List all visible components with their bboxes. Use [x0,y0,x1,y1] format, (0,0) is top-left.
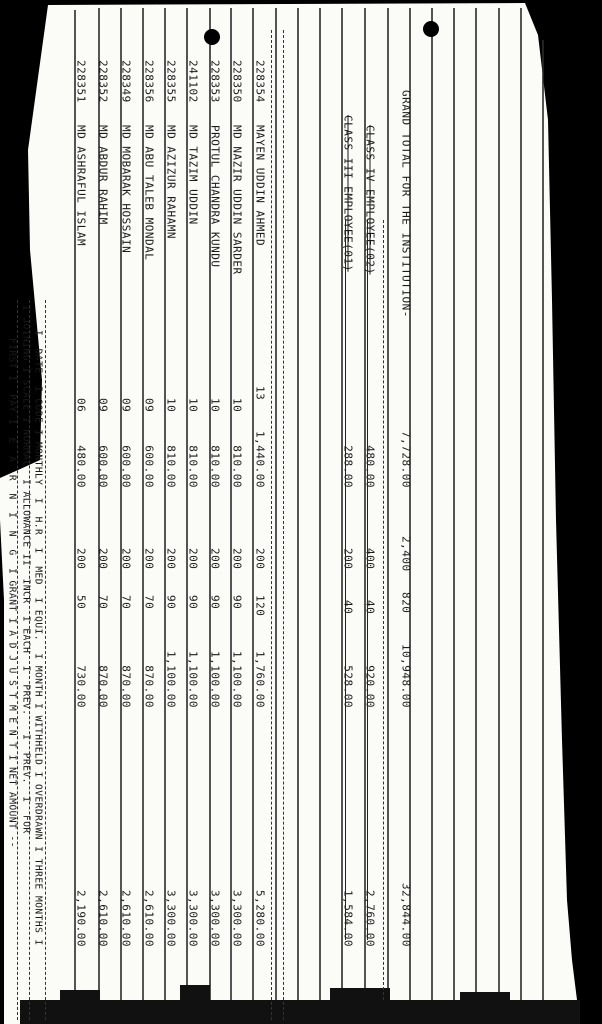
medical: 50 [74,595,88,610]
net-amount: 3,300.00 [164,890,178,947]
pay-scale: 13 [253,386,267,401]
class-4-label: CLASS IV EMPLOYEE(02) [363,125,377,275]
monthly-pay: 600.00 [142,445,156,488]
class-3-grant: 528.00 [341,665,355,708]
total-rule [383,220,384,1000]
net-amount: 2,610.00 [142,890,156,947]
grant-each-month: 1,100.00 [164,651,178,708]
employee-name: MD ABDUR RAHIM [96,125,110,225]
grand-total-med: 820 [399,592,413,614]
class-3-net: 1,584.00 [341,890,355,947]
pay-scale: 06 [74,398,88,413]
employee-code: 228349 [119,60,133,103]
net-amount: 5,280.00 [253,890,267,947]
grand-total-net: 32,844.00 [399,882,413,947]
employee-code: 228354 [253,60,267,103]
grant-each-month: 1,100.00 [208,651,222,708]
house-rent: 200 [142,548,156,570]
monthly-pay: 480.00 [74,445,88,488]
employee-name: MD AZIZUR RAHAMN [164,125,178,239]
employee-code: 228353 [208,60,222,103]
monthly-pay: 810.00 [186,445,200,488]
medical: 70 [96,595,110,610]
class-4-net: 2,760.00 [363,890,377,947]
class-3-med: 40 [341,600,355,615]
pay-scale: 10 [208,398,222,413]
medical: 90 [230,595,244,610]
class-3-pay: 288.00 [341,445,355,488]
medical: 90 [186,595,200,610]
header-rule [17,300,18,1020]
header-line-3: I DATE I CODE I MONTHLY I H.R I MED I EQUI. I MONTH I WITHHELD I OVERDRAWN I THREE MONTHS I [32,330,44,946]
monthly-pay: 1,440.00 [253,431,267,488]
class-4-hr: 400 [363,548,377,570]
pay-scale: 10 [230,398,244,413]
employee-code: 228350 [230,60,244,103]
class-3-hr: 200 [341,548,355,570]
house-rent: 200 [186,548,200,570]
employee-code: 228356 [142,60,156,103]
medical: 120 [253,595,267,617]
header-rule [29,300,30,1020]
net-amount: 2,190.00 [74,890,88,947]
house-rent: 200 [96,548,110,570]
house-rent: 200 [253,548,267,570]
class-4-grant: 920.00 [363,665,377,708]
medical: 90 [208,595,222,610]
employee-name: MD MOBARAK HOSSAIN [119,125,133,254]
net-amount: 3,300.00 [230,890,244,947]
employee-name: MD ASHRAFUL ISLAM [74,125,88,247]
monthly-pay: 810.00 [208,445,222,488]
grant-each-month: 870.00 [119,665,133,708]
monthly-pay: 600.00 [119,445,133,488]
pay-scale: 10 [164,398,178,413]
employee-code: 241102 [186,60,200,103]
grand-total-label: GRAND TOTAL FOR THE INSTITUTION- [399,90,413,318]
pay-scale: 09 [119,398,133,413]
net-amount: 3,300.00 [208,890,222,947]
grant-each-month: 870.00 [142,665,156,708]
grant-each-month: 1,100.00 [230,651,244,708]
header-rule [45,300,46,1020]
employee-name: PROTUL CHANDRA KUNDU [208,125,222,268]
monthly-pay: 810.00 [230,445,244,488]
grand-total-grant: 10,948.00 [399,643,413,708]
class-4-strike [367,220,368,940]
class-4-med: 40 [363,600,377,615]
grand-total-hr: 2,400 [399,536,413,572]
monthly-pay: 600.00 [96,445,110,488]
employee-code: 228352 [96,60,110,103]
medical: 70 [142,595,156,610]
header-line-2: I JOINING I SCALE I NORMAL I ALLOWANCE II INCR I EACH I PREV. I PREV. I FOR [20,305,32,834]
house-rent: 200 [164,548,178,570]
house-rent: 200 [230,548,244,570]
employee-name: MAYEN UDDIN AHMED [253,125,267,247]
employee-code: 228351 [74,60,88,103]
employee-name: MD ABU TALEB MONDAL [142,125,156,261]
header-line-1: FIRST I PAY I E A R N I N G I GRANT I A D J U S T M E N T I NET AMOUNT -- [6,338,18,848]
employee-name: MD NAZIR UDDIN SARDER [230,125,244,275]
separator-rule [283,30,284,1020]
grant-each-month: 1,100.00 [186,651,200,708]
grand-total-pay: 7,728.00 [399,431,413,488]
employee-name: MD TAZIM UDDIN [186,125,200,225]
separator-rule [271,30,272,1020]
pay-scale: 10 [186,398,200,413]
class-4-pay: 480.00 [363,445,377,488]
pay-scale: 09 [96,398,110,413]
employee-code: 228355 [164,60,178,103]
house-rent: 200 [74,548,88,570]
monthly-pay: 810.00 [164,445,178,488]
net-amount: 2,610.00 [119,890,133,947]
class-3-strike [345,220,346,940]
pay-scale: 09 [142,398,156,413]
net-amount: 2,610.00 [96,890,110,947]
class-3-label: CLASS III EMPLOYEE(01) [341,115,355,272]
house-rent: 200 [119,548,133,570]
grant-each-month: 870.00 [96,665,110,708]
grant-each-month: 730.00 [74,665,88,708]
medical: 70 [119,595,133,610]
house-rent: 200 [208,548,222,570]
grant-each-month: 1,760.00 [253,651,267,708]
medical: 90 [164,595,178,610]
net-amount: 3,300.00 [186,890,200,947]
